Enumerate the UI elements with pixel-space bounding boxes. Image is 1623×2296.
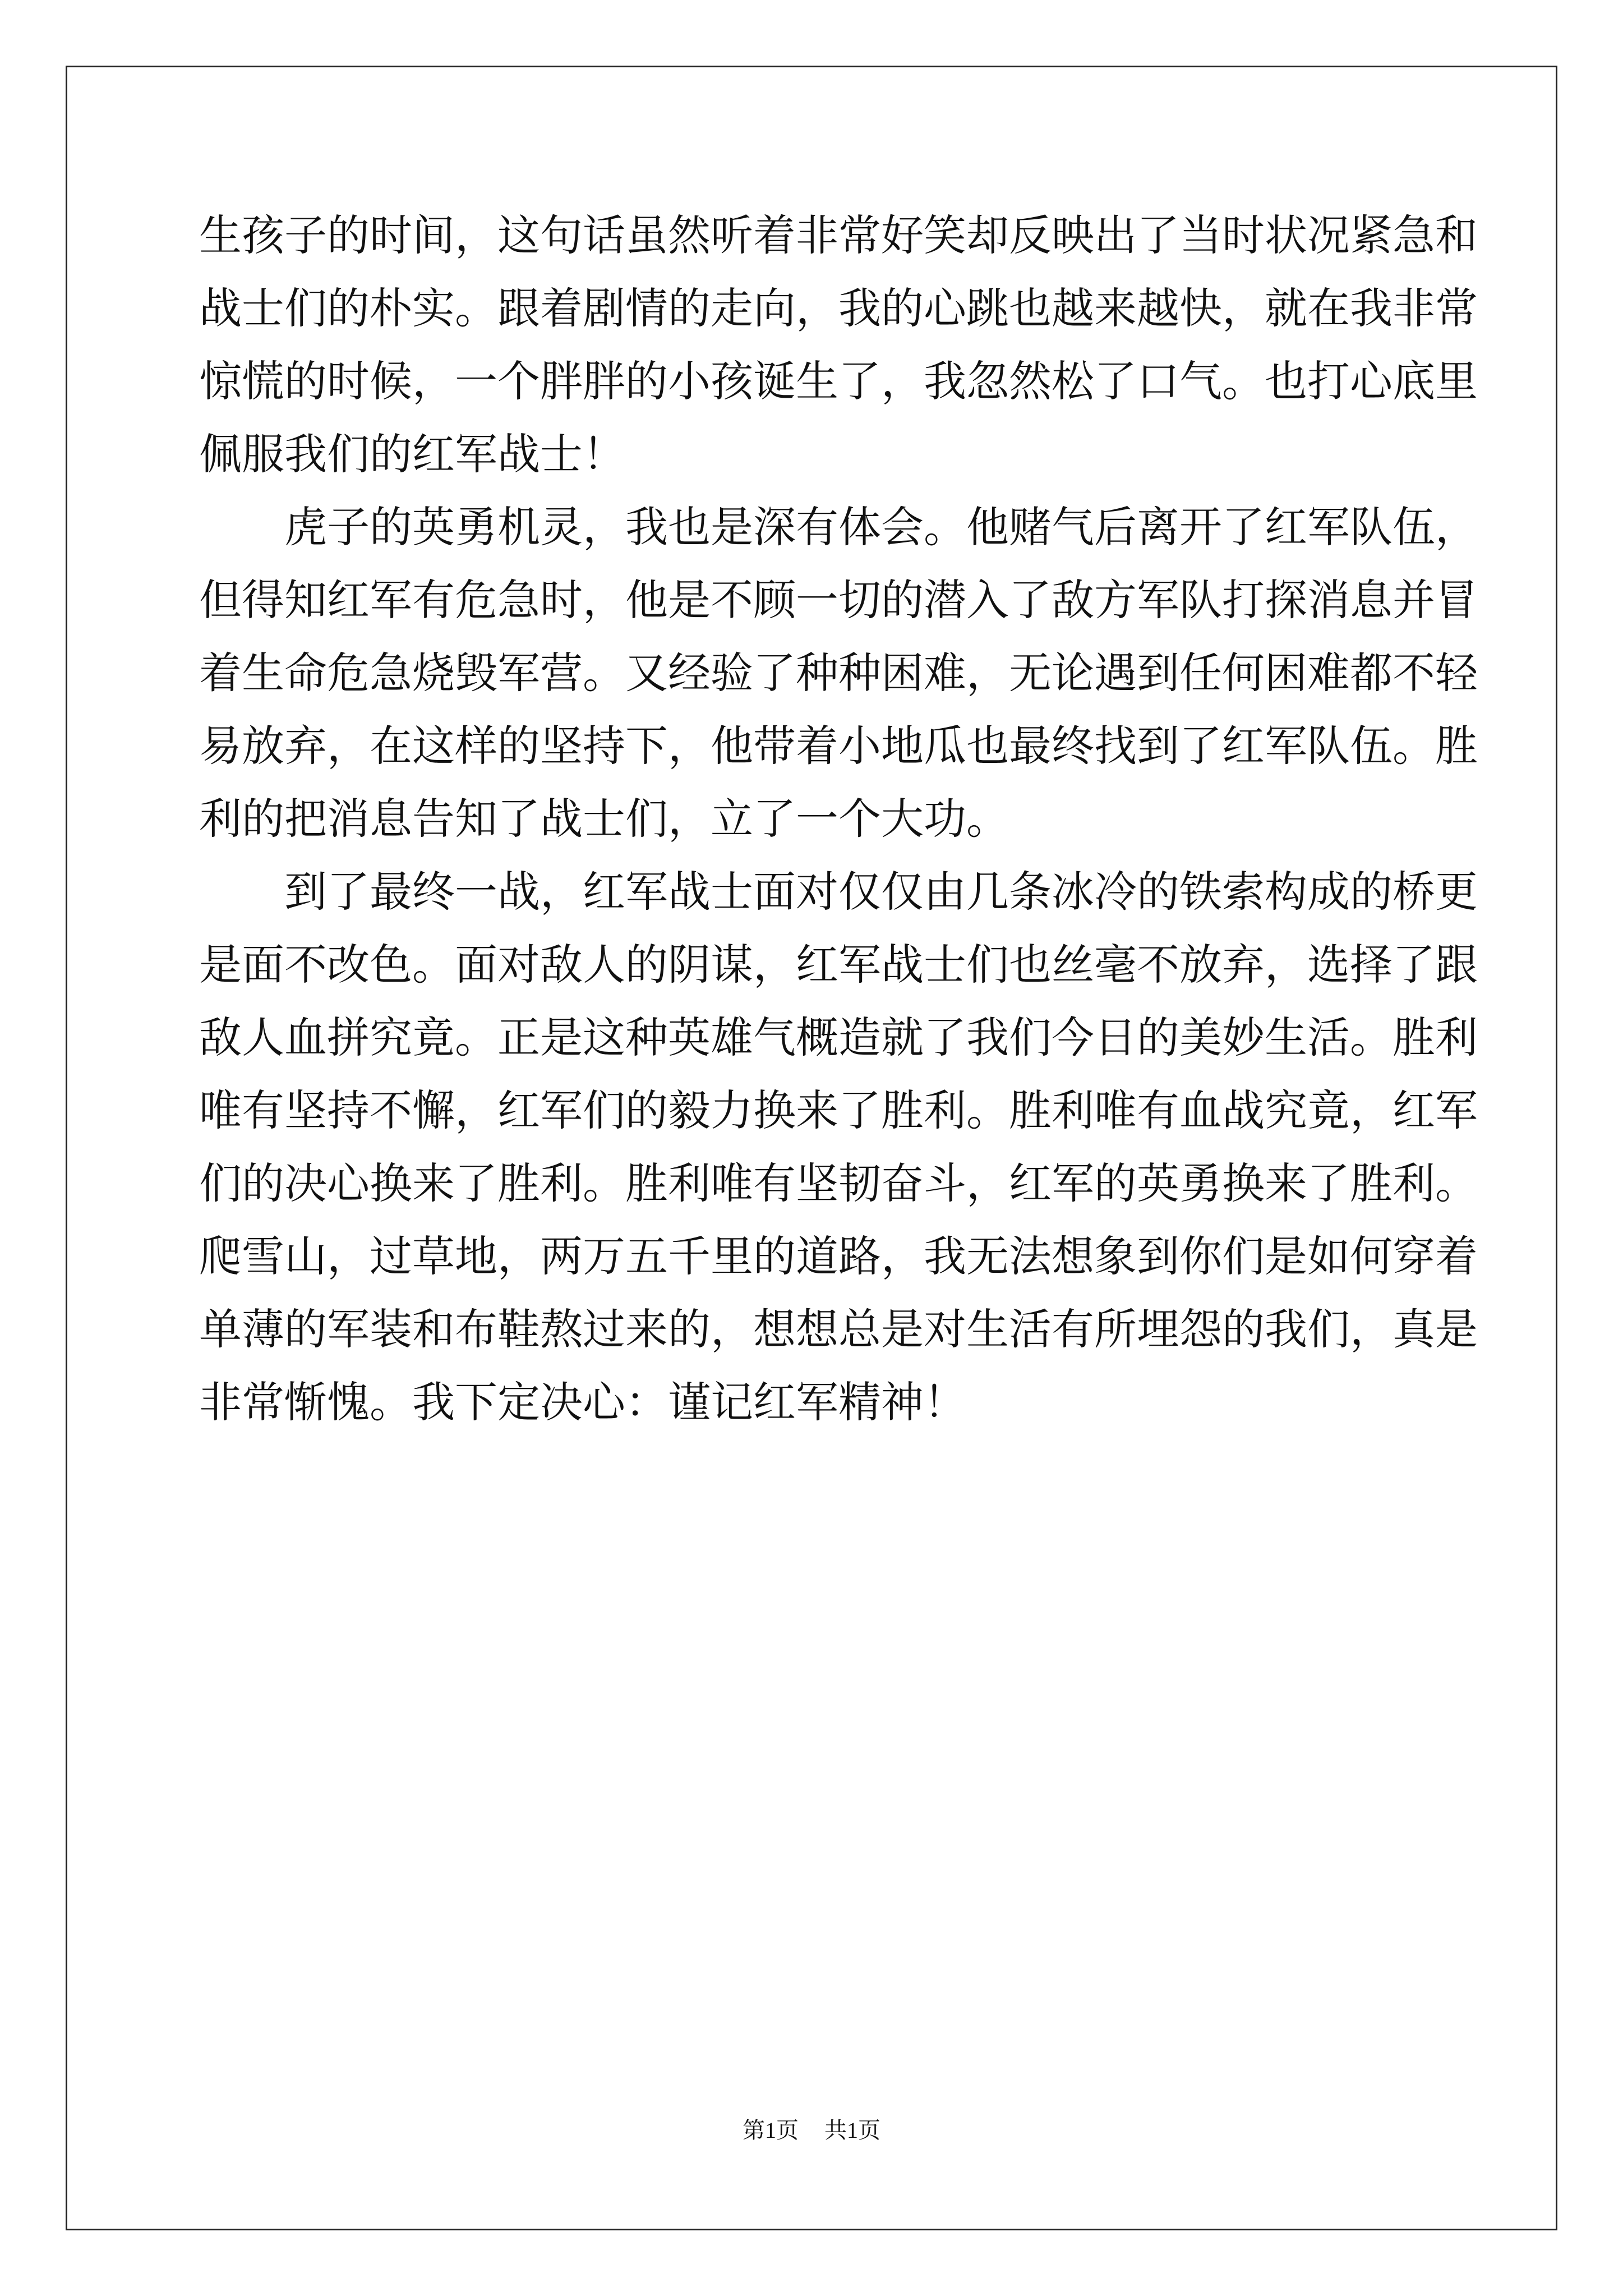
text-line: 非常惭愧。我下定决心：谨记红军精神！: [199, 1377, 966, 1427]
page-total: 共1页: [824, 2118, 880, 2143]
text-line: 敌人血拼究竟。正是这种英雄气概造就了我们今日的美妙生活。胜利: [199, 1013, 1478, 1062]
text-line: 战士们的朴实。跟着剧情的走向，我的心跳也越来越快，就在我非常: [199, 283, 1478, 333]
text-line: 利的把消息告知了战士们，立了一个大功。: [199, 794, 1009, 844]
text-line: 佩服我们的红军战士！: [199, 429, 625, 479]
page-number: 第1页: [743, 2118, 799, 2143]
text-line: 易放弃，在这样的坚持下，他带着小地瓜也最终找到了红军队伍。胜: [199, 721, 1478, 771]
text-line: 到了最终一战，红军战士面对仅仅由几条冰冷的铁索构成的桥更: [284, 867, 1478, 917]
text-line: 们的决心换来了胜利。胜利唯有坚韧奋斗，红军的英勇换来了胜利。: [199, 1158, 1478, 1208]
text-line: 虎子的英勇机灵，我也是深有体会。他赌气后离开了红军队伍，: [284, 502, 1478, 552]
text-line: 单薄的军装和布鞋熬过来的，想想总是对生活有所埋怨的我们，真是: [199, 1304, 1478, 1354]
text-line: 爬雪山，过草地，两万五千里的道路，我无法想象到你们是如何穿着: [199, 1231, 1478, 1281]
page-footer: [0, 2114, 1623, 2147]
text-line: 唯有坚持不懈，红军们的毅力换来了胜利。胜利唯有血战究竟，红军: [199, 1085, 1478, 1135]
text-line: 是面不改色。面对敌人的阴谋，红军战士们也丝毫不放弃，选择了跟: [199, 940, 1478, 990]
text-line: 但得知红军有危急时，他是不顾一切的潜入了敌方军队打探消息并冒: [199, 575, 1478, 625]
text-line: 惊慌的时候，一个胖胖的小孩诞生了，我忽然松了口气。也打心底里: [199, 356, 1478, 406]
text-line: 着生命危急烧毁军营。又经验了种种困难，无论遇到任何困难都不轻: [199, 648, 1478, 698]
text-line: 生孩子的时间，这句话虽然听着非常好笑却反映出了当时状况紧急和: [199, 210, 1478, 260]
